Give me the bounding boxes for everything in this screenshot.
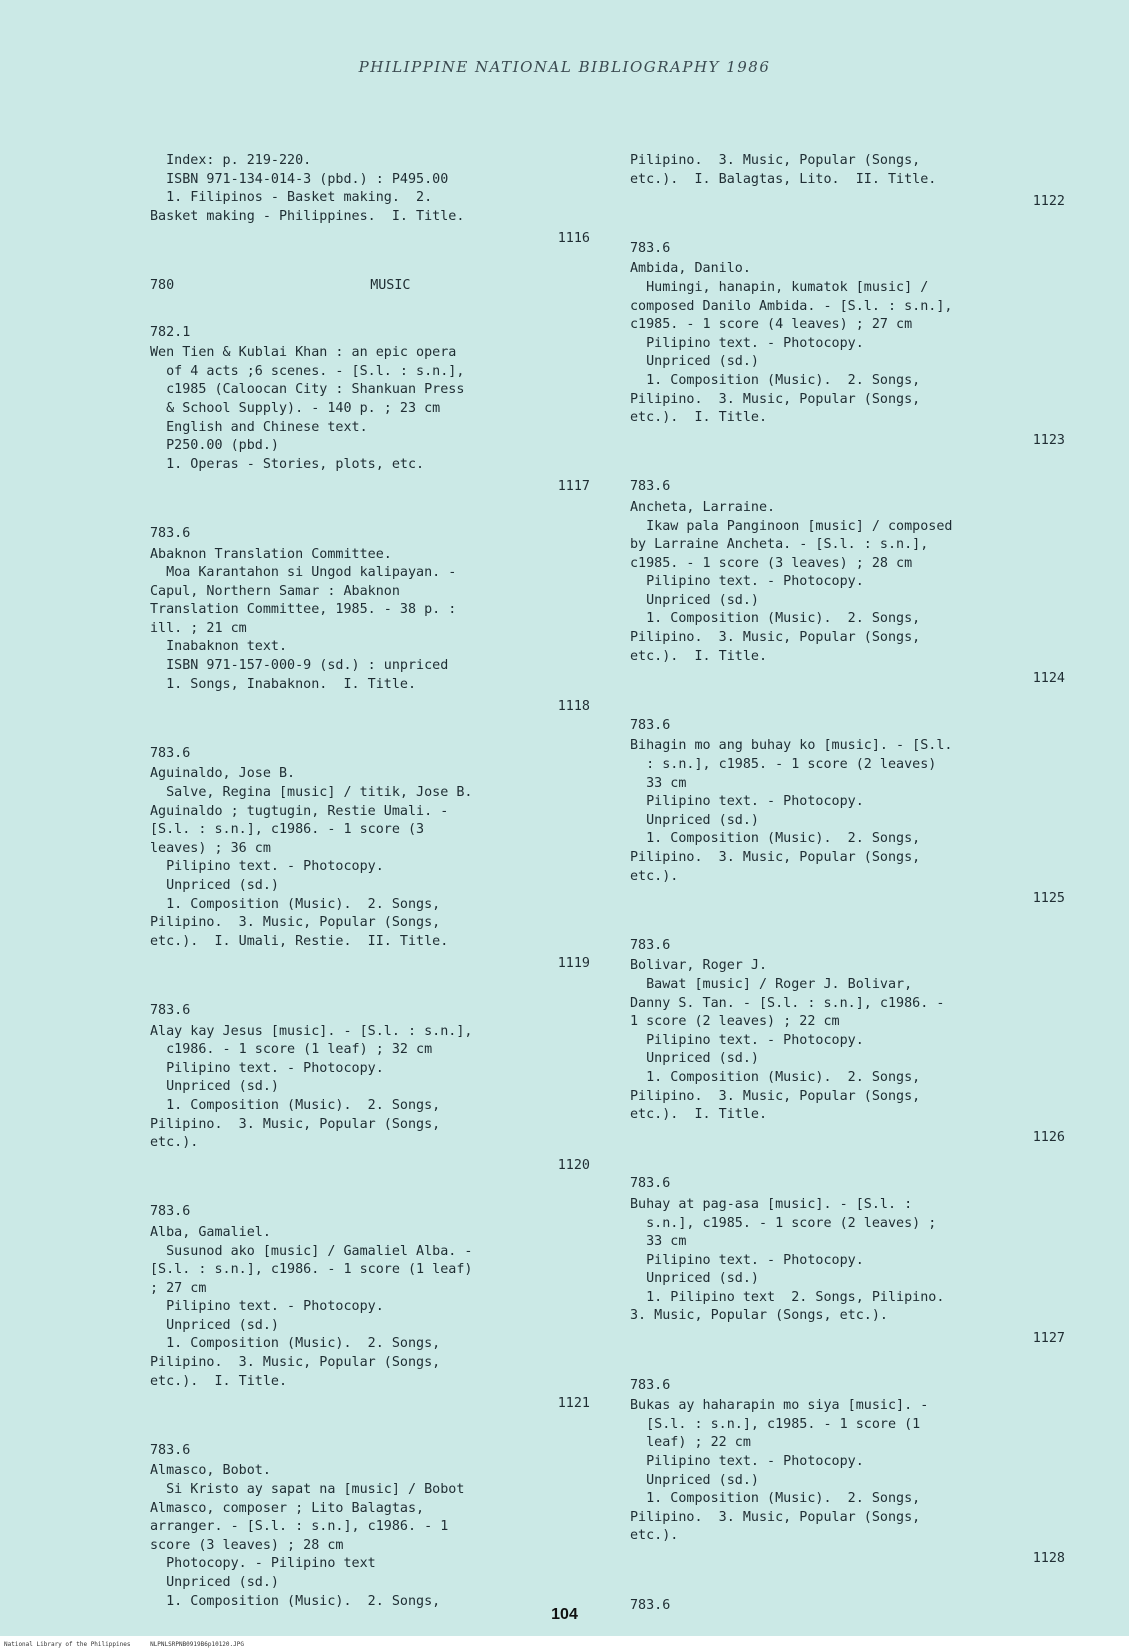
entry-line: Index: p. 219-220.	[150, 153, 312, 168]
running-head: PHILIPPINE NATIONAL BIBLIOGRAPHY 1986	[358, 58, 771, 76]
bibliography-entry	[150, 1002, 590, 1175]
class-number: 783.6	[150, 1002, 191, 1018]
entry-line: Wen Tien & Kublai Khan : an epic opera	[150, 345, 457, 361]
entry-number: 1126	[1032, 1129, 1065, 1145]
entry-line: 33 cm	[630, 775, 687, 791]
class-number: 783.6	[630, 1597, 671, 1613]
entry-line: P250.00 (pbd.)	[150, 438, 279, 454]
entry-line: ; 27 cm	[150, 1280, 207, 1296]
entry-line: English and Chinese text.	[150, 419, 368, 435]
entry-line: Ancheta, Larraine.	[630, 499, 776, 515]
class-number: 783.6	[630, 240, 671, 256]
entry-line: etc.).	[150, 1135, 199, 1151]
entry-line: [S.l. : s.n.], c1986. - 1 score (1 leaf)	[150, 1262, 473, 1278]
entry-line: Pilipino text. - Photocopy.	[630, 794, 864, 810]
entry-line: [S.l. : s.n.], c1986. - 1 score (3	[150, 822, 425, 838]
entry-line: Pilipino. 3. Music, Popular (Songs,	[150, 1355, 441, 1371]
entry-line: 1 score (2 leaves) ; 22 cm	[630, 1014, 840, 1030]
entry-line: etc.). I. Title.	[630, 1107, 768, 1123]
entry-line: c1985. - 1 score (3 leaves) ; 28 cm	[630, 555, 913, 571]
entry-line: Pilipino text. - Photocopy.	[630, 574, 864, 590]
entry-line: arranger. - [S.l. : s.n.], c1986. - 1	[150, 1519, 449, 1535]
entry-number: 1119	[557, 956, 590, 972]
class-number: 783.6	[150, 1442, 191, 1458]
entry-line: s.n.], c1985. - 1 score (2 leaves) ;	[630, 1215, 937, 1231]
entry-line: Unpriced (sd.)	[630, 354, 759, 370]
bibliography-entry	[630, 1175, 1065, 1348]
entry-line: & School Supply). - 140 p. ; 23 cm	[150, 400, 441, 416]
entry-number: 1116	[557, 231, 590, 247]
entry-line: Abaknon Translation Committee.	[150, 546, 392, 562]
section-heading	[150, 277, 590, 296]
page-number: 104	[551, 1606, 578, 1623]
entry-line: c1986. - 1 score (1 leaf) ; 32 cm	[150, 1042, 433, 1058]
entry-number: 1125	[1032, 891, 1065, 907]
entry-line: leaves) ; 36 cm	[150, 840, 271, 856]
entry-line: Pilipino text. - Photocopy.	[630, 1454, 864, 1470]
entry-line: 1. Composition (Music). 2. Songs,	[630, 1069, 921, 1085]
entry-line: Ikaw pala Panginoon [music] / composed	[630, 518, 953, 534]
entry-line: etc.). I. Balagtas, Lito. II. Title.	[630, 171, 937, 187]
entry-line: Danny S. Tan. - [S.l. : s.n.], c1986. -	[630, 995, 945, 1011]
entry-line: Si Kristo ay sapat na [music] / Bobot	[150, 1482, 465, 1498]
entry-number: 1123	[1032, 432, 1065, 448]
class-number: 783.6	[630, 937, 671, 953]
entry-line: c1985 (Caloocan City : Shankuan Press	[150, 382, 465, 398]
entry-line: Pilipino. 3. Music, Popular (Songs,	[630, 850, 921, 865]
intro-entry	[150, 152, 590, 249]
entry-number: 1124	[1032, 671, 1065, 687]
class-number: 783.6	[150, 745, 191, 761]
entry-number: 1120	[557, 1157, 590, 1173]
entry-line: Susunod ako [music] / Gamaliel Alba. -	[150, 1243, 473, 1259]
entry-line: Moa Karantahon si Ungod kalipayan. -	[150, 565, 457, 581]
entry-line: etc.). I. Title.	[630, 648, 768, 664]
entry-line: c1985. - 1 score (4 leaves) ; 27 cm	[630, 317, 913, 333]
bibliography-entry	[150, 324, 590, 497]
entry-line: 3. Music, Popular (Songs, etc.).	[630, 1308, 888, 1324]
entry-line: 1. Composition (Music). 2. Songs,	[630, 611, 921, 627]
right-entries	[630, 152, 1065, 1615]
entry-line: Pilipino. 3. Music, Popular (Songs,	[630, 630, 921, 646]
bibliography-entry	[150, 525, 590, 717]
entry-line: Pilipino text. - Photocopy.	[150, 859, 384, 875]
section-title: MUSIC	[370, 277, 411, 293]
entry-line: Pilipino. 3. Music, Popular (Songs,	[630, 153, 921, 168]
entry-line: Unpriced (sd.)	[150, 878, 279, 893]
entry-line: Bihagin mo ang buhay ko [music]. - [S.l.	[630, 738, 953, 754]
entry-line: etc.). I. Umali, Restie. II. Title.	[150, 933, 449, 949]
bibliography-entry	[630, 478, 1065, 689]
entry-line: Aguinaldo ; tugtugin, Restie Umali. -	[150, 803, 449, 819]
entry-line: of 4 acts ;6 scenes. - [S.l. : s.n.],	[150, 363, 465, 379]
bibliography-entry	[630, 240, 1065, 451]
entry-line: etc.).	[630, 868, 679, 884]
entry-line: 1. Composition (Music). 2. Songs,	[630, 1491, 921, 1507]
entry-line: Unpriced (sd.)	[630, 1271, 759, 1287]
entry-number: 1127	[1032, 1331, 1065, 1347]
class-number: 783.6	[630, 717, 671, 733]
entry-line: Basket making - Philippines. I. Title.	[150, 208, 465, 224]
entry-line: Unpriced (sd.)	[630, 592, 759, 608]
class-number: 783.6	[630, 479, 671, 495]
footer-file-id: NLPNLSRPNB0919B6p10120.JPG	[150, 1641, 244, 1648]
entry-line: Unpriced (sd.)	[630, 812, 759, 828]
bibliography-entry	[630, 1377, 1065, 1569]
entry-line: Bukas ay haharapin mo siya [music]. -	[630, 1398, 929, 1414]
footer-credit	[4, 1641, 260, 1648]
entry-line: etc.). I. Title.	[150, 1373, 288, 1389]
entry-line: Pilipino text. - Photocopy.	[630, 335, 864, 351]
entry-number: 1128	[1032, 1551, 1065, 1566]
entry-line: Unpriced (sd.)	[630, 1472, 759, 1488]
entry-line: 1. Songs, Inabaknon. I. Title.	[150, 676, 417, 692]
entry-line: Alba, Gamaliel.	[150, 1224, 271, 1240]
entry-line: Pilipino text. - Photocopy.	[150, 1299, 384, 1315]
entry-line: Pilipino text. - Photocopy.	[630, 1032, 864, 1048]
entry-line: Almasco, composer ; Lito Balagtas,	[150, 1500, 425, 1516]
entry-line: Capul, Northern Samar : Abaknon	[150, 583, 400, 599]
entry-line: Unpriced (sd.)	[150, 1079, 279, 1095]
bibliography-entry	[150, 745, 590, 974]
entry-line: 1. Composition (Music). 2. Songs,	[150, 1097, 441, 1113]
entry-line: Pilipino text. - Photocopy.	[150, 1060, 384, 1076]
entry-line: 33 cm	[630, 1234, 687, 1250]
entry-line: Pilipino. 3. Music, Popular (Songs,	[150, 1116, 441, 1132]
entry-line: leaf) ; 22 cm	[630, 1435, 751, 1451]
entry-number: 1118	[557, 699, 590, 715]
class-number: 783.6	[150, 525, 191, 541]
entry-line: Humingi, hanapin, kumatok [music] /	[630, 279, 929, 295]
class-number: 783.6	[630, 1377, 671, 1393]
entry-number: 1117	[557, 479, 590, 495]
entry-line: 1. Composition (Music). 2. Songs,	[630, 372, 921, 388]
entry-line: 1. Composition (Music). 2. Songs,	[150, 896, 441, 912]
entry-line: Ambida, Danilo.	[630, 261, 751, 277]
entry-line: 1. Composition (Music). 2. Songs,	[630, 831, 921, 847]
entry-line: Unpriced (sd.)	[150, 1317, 279, 1333]
bibliography-entry	[150, 1442, 590, 1611]
entry-line: ISBN 971-134-014-3 (pbd.) : P495.00	[150, 171, 449, 187]
entry-line: Almasco, Bobot.	[150, 1463, 271, 1479]
entry-line: score (3 leaves) ; 28 cm	[150, 1537, 344, 1553]
class-number: 782.1	[150, 324, 191, 340]
entry-line: Pilipino. 3. Music, Popular (Songs,	[150, 915, 441, 931]
entry-line: composed Danilo Ambida. - [S.l. : s.n.],	[630, 298, 953, 314]
section-class: 780	[150, 277, 175, 293]
bibliography-entry	[150, 1203, 590, 1414]
entry-line: Alay kay Jesus [music]. - [S.l. : s.n.],	[150, 1023, 473, 1039]
entry-line: Bawat [music] / Roger J. Bolivar,	[630, 976, 913, 992]
entry-line: Unpriced (sd.)	[630, 1051, 759, 1067]
entry-line: Photocopy. - Pilipino text	[150, 1556, 376, 1572]
class-number: 783.6	[630, 1176, 671, 1192]
entry-line: ISBN 971-157-000-9 (sd.) : unpriced	[150, 658, 449, 674]
entry-number: 1121	[557, 1396, 590, 1412]
right-column	[630, 152, 1065, 1643]
entry-line: Inabaknon text.	[150, 639, 288, 655]
footer-library: National Library of the Philippines	[4, 1641, 131, 1648]
entry-line: Salve, Regina [music] / titik, Jose B.	[150, 785, 473, 801]
entry-line: 1. Operas - Stories, plots, etc.	[150, 456, 425, 472]
bibliography-entry	[630, 717, 1065, 909]
entry-line: 1. Pilipino text 2. Songs, Pilipino.	[630, 1289, 945, 1305]
bibliography-entry	[630, 152, 1065, 212]
entry-line: : s.n.], c1985. - 1 score (2 leaves)	[630, 757, 937, 773]
entry-line: by Larraine Ancheta. - [S.l. : s.n.],	[630, 537, 929, 553]
entry-line: Pilipino. 3. Music, Popular (Songs,	[630, 1509, 921, 1525]
left-entries	[150, 324, 590, 1612]
entry-line: etc.).	[630, 1528, 679, 1544]
class-number: 783.6	[150, 1204, 191, 1220]
bibliography-entry	[630, 937, 1065, 1148]
left-column	[150, 152, 590, 1639]
entry-line: [S.l. : s.n.], c1985. - 1 score (1	[630, 1416, 921, 1432]
entry-line: 1. Filipinos - Basket making. 2.	[150, 190, 433, 206]
entry-line: 1. Composition (Music). 2. Songs,	[150, 1593, 441, 1609]
entry-line: Unpriced (sd.)	[150, 1575, 279, 1590]
entry-line: ill. ; 21 cm	[150, 620, 247, 636]
entry-line: Buhay at pag-asa [music]. - [S.l. :	[630, 1196, 913, 1212]
entry-line: Pilipino. 3. Music, Popular (Songs,	[630, 1088, 921, 1104]
entry-line: Aguinaldo, Jose B.	[150, 766, 296, 782]
entry-line: 1. Composition (Music). 2. Songs,	[150, 1336, 441, 1352]
entry-line: Bolivar, Roger J.	[630, 958, 768, 974]
entry-line: Pilipino. 3. Music, Popular (Songs,	[630, 391, 921, 407]
entry-number: 1122	[1032, 194, 1065, 210]
entry-line: etc.). I. Title.	[630, 410, 768, 426]
entry-line: Pilipino text. - Photocopy.	[630, 1252, 864, 1268]
entry-line: Translation Committee, 1985. - 38 p. :	[150, 602, 457, 618]
